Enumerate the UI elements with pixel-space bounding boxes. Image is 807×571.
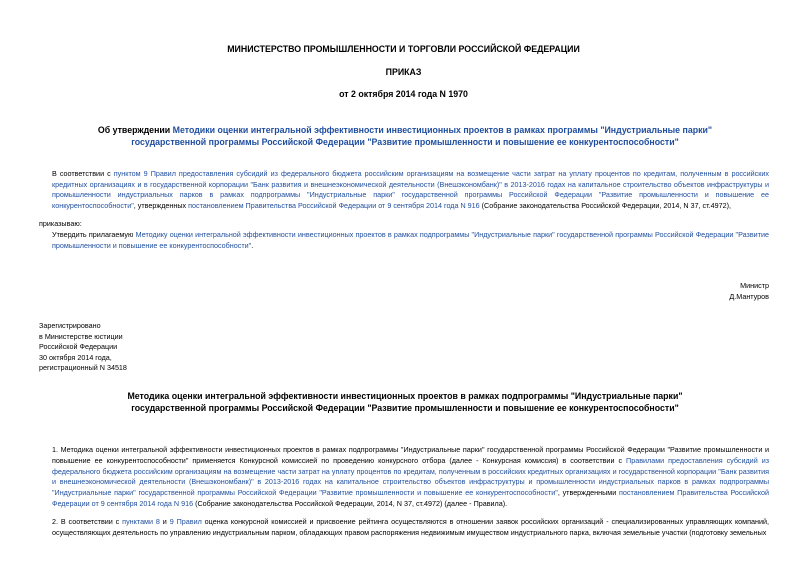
order-paragraph (39, 230, 769, 251)
preamble-paragraph (39, 169, 769, 211)
preamble-text-1: В соответствии с (52, 169, 114, 178)
doc-date-number: от 2 октября 2014 года N 1970 (339, 89, 468, 99)
p1-text-3: (Собрание законодательства Российской Федерации, 2014, N 37, ст.4972) (далее - Правила). (193, 498, 508, 508)
methodology-title: Методика оценки интегральной эффективности инвестиционных проектов в рамках подпрограммы "Индустриальные парки" государственной программы Российской Федерации "Развитие промышленности и повышение ее конкурентоспособности" (127, 391, 683, 413)
signature-block (729, 281, 769, 302)
p2-text-2: и (159, 517, 170, 526)
title-prefix: Об утверждении (97, 125, 173, 135)
signature-position: Министр (740, 281, 769, 290)
registration-line: в Министерстве юстиции (39, 331, 123, 341)
p1-link-resolution[interactable]: постановлением Правительства Российской Федерации от 9 сентября 2014 года N 916 (52, 488, 769, 508)
registration-line: Российской Федерации (39, 342, 118, 351)
order-text-2: . (251, 240, 254, 250)
p1-text-2: , утвержденными (557, 488, 619, 498)
preamble-text-3: (Собрание законодательства Российской Федерации, 2014, N 37, ст.4972), (479, 200, 731, 210)
title-link[interactable]: Методики оценки интегральной эффективности инвестиционных проектов в рамках программы "Индустриальные парки" государственной программы Российской Федерации "Развитие промышленности и повышение ее конкурентоспособности" (131, 125, 713, 147)
preamble-text-2: , утвержденных (133, 200, 189, 210)
signature-name: Д.Мантуров (729, 291, 769, 301)
p2-link-point-8[interactable]: пунктами 8 (122, 517, 160, 526)
order-title (90, 124, 720, 148)
preamble-link-resolution[interactable]: постановлением Правительства Российской Федерации от 9 сентября 2014 года N 916 (188, 200, 480, 210)
methodology-paragraph-2 (39, 517, 769, 539)
preamble-link-rules[interactable]: пунктом 9 Правил предоставления субсидий из федерального бюджета российским организациям на возмещение части затрат на уплату процентов по кредитам, полученным в российских кредитных организациях и в государственной корпорации "Банк развития и внешнеэкономической деятельности (Внешэкономбанк)" в 2013-2016 годах на капитальное строительство объектов инфраструктуры и промышленности индустриальных парков в рамках подпрограммы "Индустриальные парки" государственной программы Российской Федерации "Развитие промышленности и повышение ее конкурентоспособности" (52, 169, 770, 210)
p2-text-1: 2. В соответствии с (52, 517, 123, 526)
order-link-methodology[interactable]: Методику оценки интегральной эффективности инвестиционных проектов в рамках подпрограммы "Индустриальные парки" государственной программы Российской Федерации "Развитие промышленности и повышение ее конкурентоспособности" (52, 230, 769, 250)
p1-text-1: 1. Методика оценки интегральной эффективности инвестиционных проектов в рамках подпрограммы "Индустриальные парки" государственной программы Российской Федерации "Развитие промышленности и повышение ее конкурентоспособности" применяется Конкурсной комиссией по проведению конкурсного отбора (далее - Конкурсная комиссия) в соответствии с (52, 445, 769, 465)
p2-text-3: оценка конкурсной комиссией и присвоение рейтинга осуществляются в отношении заявок российских организаций - специализированных управляющих компаний, осуществляющих деятельность по управлению индустриальным парком, обладающих правом распоряжения недвижимым имуществом индустриального парка, включая земельные участки (подготовку земельных (52, 517, 769, 537)
registration-line: 30 октября 2014 года, (39, 352, 112, 362)
registration-line: регистрационный N 34518 (39, 363, 127, 372)
order-text-1: Утвердить прилагаемую (52, 230, 136, 239)
methodology-paragraph-1 (39, 445, 769, 510)
registration-line: Зарегистрировано (39, 321, 101, 330)
p1-link-rules[interactable]: Правилами предоставления субсидий из федерального бюджета российским организациям на возмещение части затрат на уплату процентов по кредитам, полученным в российских кредитных организациях и государственной корпорации "Банк развития и внешнеэкономической деятельности (Внешэкономбанк)" в 2013-2016 годах на капитальное строительство объектов инфраструктуры и промышленности индустриальных парков в рамках подпрограммы "Индустриальные парки" государственной программы Российской Федерации "Развитие промышленности и повышение ее конкурентоспособности" (52, 455, 770, 498)
order-verb: приказываю: (39, 219, 82, 228)
registration-block (39, 321, 127, 374)
p2-link-rules-9[interactable]: 9 Правил (169, 517, 202, 526)
doc-type: ПРИКАЗ (385, 67, 422, 77)
ministry-name: МИНИСТЕРСТВО ПРОМЫШЛЕННОСТИ И ТОРГОВЛИ РОССИЙСКОЙ ФЕДЕРАЦИИ (227, 44, 580, 54)
